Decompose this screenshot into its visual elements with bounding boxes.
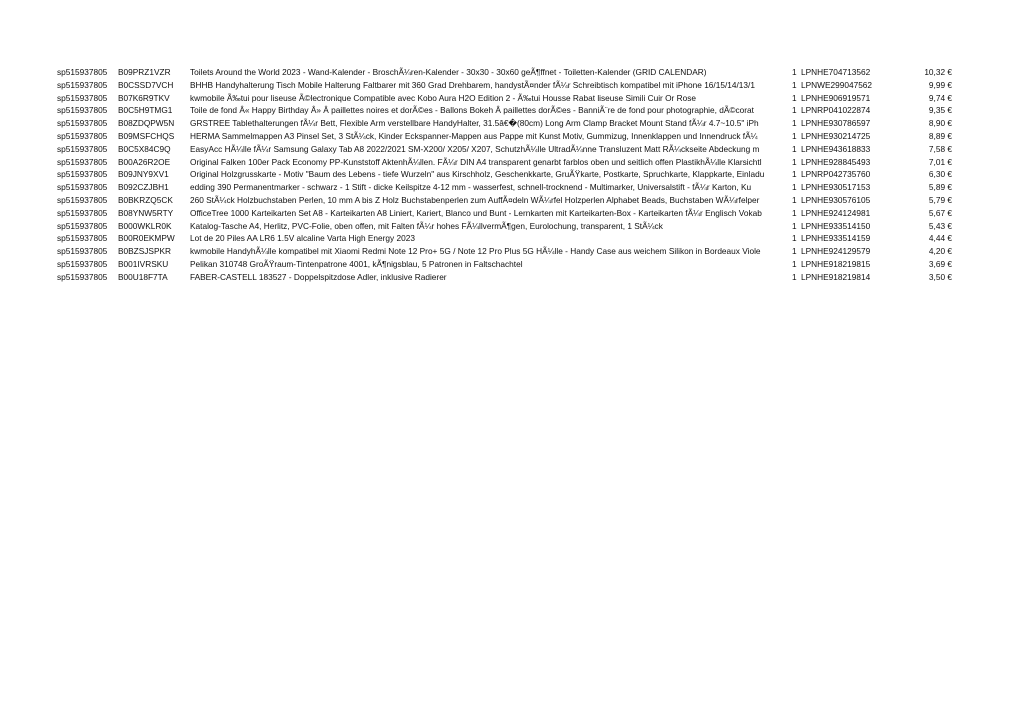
table-row bbox=[0, 66, 1024, 79]
description-cell: BHHB Handyhalterung Tisch Mobile Halterung Faltbarer mit 360 Grad Drehbarem, handystÃ¤nder fÃ¼r Schreibtisch kompatibel mit iPhone 16/15/14/13/1 bbox=[190, 79, 755, 90]
asin-cell: B0C5X84C9Q bbox=[118, 143, 171, 154]
lpn-cell: LPNHE930214725 bbox=[801, 130, 871, 141]
price-cell: 6,30 € bbox=[928, 169, 952, 180]
seller-id-cell: sp515937805 bbox=[57, 169, 108, 180]
quantity-cell: 1 bbox=[792, 271, 797, 282]
item-list bbox=[0, 66, 1024, 284]
quantity-cell: 1 bbox=[792, 169, 797, 180]
table-row bbox=[0, 143, 1024, 156]
quantity-cell: 1 bbox=[792, 105, 797, 116]
lpn-cell: LPNHE933514159 bbox=[801, 233, 871, 244]
asin-cell: B08ZDQPW5N bbox=[118, 118, 175, 129]
lpn-cell: LPNHE930786597 bbox=[801, 118, 871, 129]
lpn-cell: LPNHE918219814 bbox=[801, 271, 871, 282]
price-cell: 5,67 € bbox=[928, 207, 952, 218]
table-row bbox=[0, 168, 1024, 181]
quantity-cell: 1 bbox=[792, 79, 797, 90]
price-cell: 7,58 € bbox=[928, 143, 952, 154]
price-cell: 10,32 € bbox=[924, 67, 952, 77]
description-cell: Lot de 20 Piles AA LR6 1.5V alcaline Varta High Energy 2023 bbox=[190, 233, 415, 244]
table-row bbox=[0, 117, 1024, 130]
table-row bbox=[0, 232, 1024, 245]
quantity-cell: 1 bbox=[792, 92, 797, 103]
table-row bbox=[0, 271, 1024, 284]
description-cell: Original Holzgrusskarte - Motiv "Baum des Lebens - tiefe Wurzeln" aus Kirschholz, Geschenkkarte, GruÃŸkarte, Postkarte, Spruchkarte, Klappkarte, Einladu bbox=[190, 169, 765, 180]
seller-id-cell: sp515937805 bbox=[57, 233, 108, 244]
asin-cell: B0C5H9TMG1 bbox=[118, 105, 173, 116]
seller-id-cell: sp515937805 bbox=[57, 258, 108, 269]
table-row bbox=[0, 181, 1024, 194]
lpn-cell: LPNHE918219815 bbox=[801, 258, 871, 269]
seller-id-cell: sp515937805 bbox=[57, 143, 108, 154]
table-row bbox=[0, 104, 1024, 117]
seller-id-cell: sp515937805 bbox=[57, 220, 108, 231]
table-row bbox=[0, 79, 1024, 92]
description-cell: HERMA Sammelmappen A3 Pinsel Set, 3 StÃ¼ck, Kinder Eckspanner-Mappen aus Pappe mit Kunst Motiv, Gummizug, Innenklappen und Innendruck fÃ¼ bbox=[190, 130, 758, 141]
asin-cell: B09PRZ1VZR bbox=[118, 67, 171, 77]
asin-cell: B09MSFCHQS bbox=[118, 130, 175, 141]
price-cell: 3,50 € bbox=[928, 271, 952, 282]
quantity-cell: 1 bbox=[792, 258, 797, 269]
price-cell: 3,69 € bbox=[928, 258, 952, 269]
lpn-cell: LPNHE930517153 bbox=[801, 182, 871, 193]
price-cell: 7,01 € bbox=[928, 156, 952, 167]
lpn-cell: LPNRP042735760 bbox=[801, 169, 871, 180]
description-cell: OfficeTree 1000 Karteikarten Set A8 - Karteikarten A8 Liniert, Kariert, Blanco und Bunt - Lernkarten mit Karteikarten-Box - Karteikarten fÃ¼r Englisch Vokab bbox=[190, 207, 762, 218]
description-cell: Pelikan 310748 GroÃŸraum-Tintenpatrone 4001, kÃ¶nigsblau, 5 Patronen in Faltschachtel bbox=[190, 258, 523, 269]
seller-id-cell: sp515937805 bbox=[57, 246, 108, 257]
price-cell: 4,44 € bbox=[928, 233, 952, 244]
asin-cell: B00A26R2OE bbox=[118, 156, 171, 167]
description-cell: Katalog-Tasche A4, Herlitz, PVC-Folie, oben offen, mit Falten fÃ¼r hohes FÃ¼llvermÃ¶gen, Eurolochung, transparent, 1 StÃ¼ck bbox=[190, 220, 663, 231]
asin-cell: B092CZJBH1 bbox=[118, 182, 169, 193]
table-row bbox=[0, 194, 1024, 207]
quantity-cell: 1 bbox=[792, 130, 797, 141]
asin-cell: B00U18F7TA bbox=[118, 271, 168, 282]
description-cell: FABER-CASTELL 183527 - Doppelspitzdose Adler, inklusive Radierer bbox=[190, 271, 447, 282]
lpn-cell: LPNHE943618833 bbox=[801, 143, 871, 154]
seller-id-cell: sp515937805 bbox=[57, 67, 108, 77]
quantity-cell: 1 bbox=[792, 182, 797, 193]
lpn-cell: LPNRP041022874 bbox=[801, 105, 871, 116]
seller-id-cell: sp515937805 bbox=[57, 130, 108, 141]
seller-id-cell: sp515937805 bbox=[57, 207, 108, 218]
seller-id-cell: sp515937805 bbox=[57, 118, 108, 129]
asin-cell: B000WKLR0K bbox=[118, 220, 172, 231]
lpn-cell: LPNWE299047562 bbox=[801, 79, 873, 90]
description-cell: Toilets Around the World 2023 - Wand-Kalender - BroschÃ¼ren-Kalender - 30x30 - 30x60 geÃ¶ffnet - Toiletten-Kalender (GRID CALENDAR) bbox=[190, 67, 707, 77]
asin-cell: B09JNY9XV1 bbox=[118, 169, 169, 180]
quantity-cell: 1 bbox=[792, 220, 797, 231]
price-cell: 8,89 € bbox=[928, 130, 952, 141]
seller-id-cell: sp515937805 bbox=[57, 182, 108, 193]
price-cell: 9,74 € bbox=[928, 92, 952, 103]
quantity-cell: 1 bbox=[792, 246, 797, 257]
table-row bbox=[0, 130, 1024, 143]
description-cell: 260 StÃ¼ck Holzbuchstaben Perlen, 10 mm A bis Z Holz Buchstabenperlen zum AuffÃ¤deln WÃ¼rfel Holzperlen Alphabet Beads, Buchstaben WÃ¼rfelper bbox=[190, 194, 760, 205]
seller-id-cell: sp515937805 bbox=[57, 271, 108, 282]
table-row bbox=[0, 245, 1024, 258]
description-cell: Toile de fond Â« Happy Birthday Â» Â paillettes noires et dorÃ©es - Ballons Bokeh Â paillettes dorÃ©es - BanniÃ¨re de fond pour photographie, dÃ©corat bbox=[190, 105, 754, 116]
lpn-cell: LPNHE906919571 bbox=[801, 92, 871, 103]
description-cell: kwmobile Ã‰tui pour liseuse Ã©lectronique Compatible avec Kobo Aura H2O Edition 2 - Ã‰tui Housse Rabat liseuse Simili Cuir Or Rose bbox=[190, 92, 696, 103]
seller-id-cell: sp515937805 bbox=[57, 92, 108, 103]
table-row bbox=[0, 156, 1024, 169]
asin-cell: B00R0EKMPW bbox=[118, 233, 175, 244]
lpn-cell: LPNHE930576105 bbox=[801, 194, 871, 205]
price-cell: 9,35 € bbox=[928, 105, 952, 116]
description-cell: EasyAcc HÃ¼lle fÃ¼r Samsung Galaxy Tab A8 2022/2021 SM-X200/ X205/ X207, SchutzhÃ¼lle UltradÃ¼nne Transluzent Matt RÃ¼ckseite Abdeckung m bbox=[190, 143, 760, 154]
seller-id-cell: sp515937805 bbox=[57, 156, 108, 167]
price-cell: 9,99 € bbox=[928, 79, 952, 90]
quantity-cell: 1 bbox=[792, 67, 797, 77]
asin-cell: B08YNW5RTY bbox=[118, 207, 174, 218]
seller-id-cell: sp515937805 bbox=[57, 105, 108, 116]
table-row bbox=[0, 207, 1024, 220]
lpn-cell: LPNHE704713562 bbox=[801, 67, 871, 77]
asin-cell: B0CSSD7VCH bbox=[118, 79, 174, 90]
lpn-cell: LPNHE933514150 bbox=[801, 220, 871, 231]
asin-cell: B0BZSJSPKR bbox=[118, 246, 172, 257]
table-row bbox=[0, 258, 1024, 271]
lpn-cell: LPNHE928845493 bbox=[801, 156, 871, 167]
quantity-cell: 1 bbox=[792, 233, 797, 244]
table-row bbox=[0, 220, 1024, 233]
description-cell: edding 390 Permanentmarker - schwarz - 1 Stift - dicke Keilspitze 4-12 mm - wasserfest, schnell-trocknend - Multimarker, Universalstift - fÃ¼r Karton, Ku bbox=[190, 182, 752, 193]
lpn-cell: LPNHE924129579 bbox=[801, 246, 871, 257]
asin-cell: B0BKRZQ5CK bbox=[118, 194, 173, 205]
lpn-cell: LPNHE924124981 bbox=[801, 207, 871, 218]
asin-cell: B07K6R9TKV bbox=[118, 92, 170, 103]
seller-id-cell: sp515937805 bbox=[57, 194, 108, 205]
quantity-cell: 1 bbox=[792, 207, 797, 218]
quantity-cell: 1 bbox=[792, 118, 797, 129]
price-cell: 8,90 € bbox=[928, 118, 952, 129]
price-cell: 5,43 € bbox=[928, 220, 952, 231]
price-cell: 4,20 € bbox=[928, 246, 952, 257]
price-cell: 5,89 € bbox=[928, 182, 952, 193]
description-cell: GRSTREE Tablethalterungen fÃ¼r Bett, Flexible Arm verstellbare HandyHalter, 31.5â€�(80cm) Long Arm Clamp Bracket Mount Stand fÃ¼r 4.7~10.5" iPh bbox=[190, 118, 759, 129]
description-cell: Original Falken 100er Pack Economy PP-Kunststoff AktenhÃ¼llen. FÃ¼r DIN A4 transparent genarbt farblos oben und seitlich offen PlastikhÃ¼lle Klarsichtl bbox=[190, 156, 762, 167]
table-row bbox=[0, 92, 1024, 105]
price-cell: 5,79 € bbox=[928, 194, 952, 205]
quantity-cell: 1 bbox=[792, 143, 797, 154]
asin-cell: B001IVRSKU bbox=[118, 258, 169, 269]
seller-id-cell: sp515937805 bbox=[57, 79, 108, 90]
quantity-cell: 1 bbox=[792, 194, 797, 205]
description-cell: kwmobile HandyhÃ¼lle kompatibel mit Xiaomi Redmi Note 12 Pro+ 5G / Note 12 Pro Plus 5G HÃ¼lle - Handy Case aus weichem Silikon in Bordeaux Viole bbox=[190, 246, 761, 257]
quantity-cell: 1 bbox=[792, 156, 797, 167]
